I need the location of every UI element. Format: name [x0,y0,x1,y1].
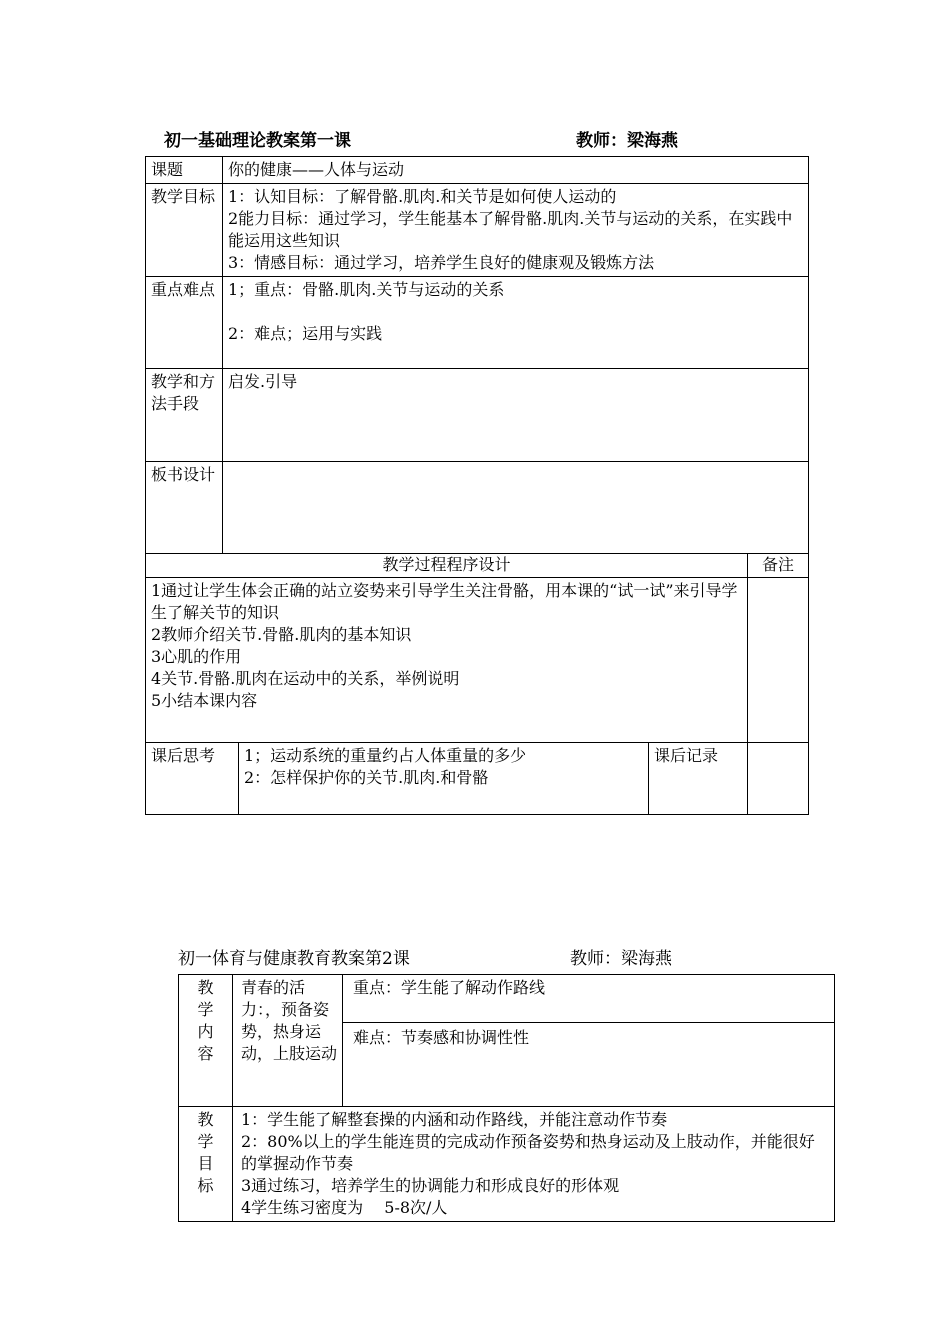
content-value: 青春的活力：，预备姿势，热身运动，上肢运动 [233,975,343,1107]
difficult-point: 难点：节奏感和协调性性 [343,1023,835,1107]
key-point: 重点：学生能了解动作路线 [343,975,835,1023]
record-value [748,743,809,815]
content-label: 教学内容 [179,975,233,1107]
method-value: 启发.引导 [223,369,809,462]
board-row [146,462,809,554]
after-content [239,743,649,815]
key-line: 1；重点：骨骼.肌肉.关节与运动的关系 [228,280,505,299]
goal-line: 2能力目标：通过学习，学生能基本了解骨骼.肌肉.关节与运动的关系，在实践中能运用这些知识 [228,209,793,250]
key-label: 重点难点 [146,277,223,369]
goal-row [146,184,809,277]
key-content [223,277,809,369]
lesson2-goal-line: 4学生练习密度为 5-8次/人 [241,1198,448,1217]
after-line: 2：怎样保护你的关节.肌肉.和骨骼 [244,768,489,787]
goal-label: 教学目标 [146,184,223,277]
topic-label: 课题 [146,157,223,184]
topic-row [146,157,809,184]
process-line: 3心肌的作用 [151,647,242,666]
process-row [146,578,809,743]
content-row-top [179,975,835,1023]
process-line: 2教师介绍关节.骨骼.肌肉的基本知识 [151,625,412,644]
lesson2-teacher: 教师：梁海燕 [570,949,672,969]
goal-line: 1：认知目标：了解骨骼.肌肉.和关节是如何使人运动的 [228,187,617,206]
process-line: 4关节.骨骼.肌肉在运动中的关系，举例说明 [151,669,460,688]
goal-content [223,184,809,277]
lesson2-goal-line: 2：80%以上的学生能连贯的完成动作预备姿势和热身运动及上肢动作，并能很好的掌握动作节奏 [241,1132,815,1173]
lesson2-plan-table [178,974,835,1222]
goal-line: 3：情感目标：通过学习，培养学生良好的健康观及锻炼方法 [228,253,655,272]
board-value [223,462,809,554]
method-row [146,369,809,462]
record-label: 课后记录 [649,743,748,815]
topic-value: 你的健康——人体与运动 [223,157,809,184]
after-row [146,743,809,815]
after-line: 1；运动系统的重量约占人体重量的多少 [244,746,527,765]
lesson1-title: 初一基础理论教案第一课 [164,131,351,151]
remark-value [748,578,809,743]
remark-header: 备注 [748,554,809,578]
lesson1-teacher: 教师：梁海燕 [576,131,678,151]
lesson1-plan-table [145,156,809,815]
process-header: 教学过程程序设计 [146,554,748,578]
method-label: 教学和方法手段 [146,369,223,462]
process-line: 5小结本课内容 [151,691,258,710]
lesson2-goal-label: 教学目标 [179,1107,233,1222]
lesson2-goal-row [179,1107,835,1222]
key-line: 2：难点；运用与实践 [228,324,383,343]
process-header-row [146,554,809,578]
lesson2-title: 初一体育与健康教育教案第2课 [178,949,410,969]
board-label: 板书设计 [146,462,223,554]
key-row [146,277,809,369]
process-line: 1通过让学生体会正确的站立姿势来引导学生关注骨骼，用本课的“试一试”来引导学生了解关节的知识 [151,581,738,622]
lesson2-goal-content [233,1107,835,1222]
process-content [146,578,748,743]
after-label: 课后思考 [146,743,239,815]
lesson2-goal-line: 1：学生能了解整套操的内涵和动作路线，并能注意动作节奏 [241,1110,668,1129]
lesson2-goal-line: 3通过练习，培养学生的协调能力和形成良好的形体观 [241,1176,620,1195]
